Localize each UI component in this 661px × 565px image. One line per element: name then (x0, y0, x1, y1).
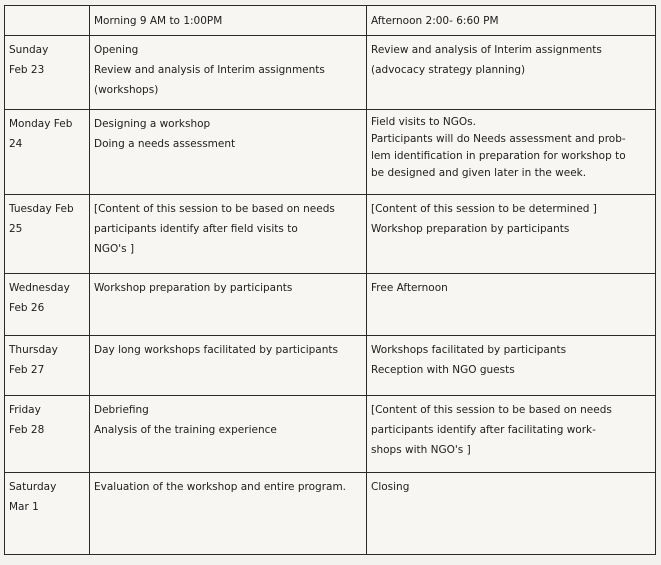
morning-cell: Opening Review and analysis of Interim assignments (workshops) (90, 36, 367, 110)
header-day-cell (5, 6, 90, 36)
morning-cell: Day long workshops facilitated by participants (90, 336, 367, 396)
header-row (5, 6, 656, 36)
table-row (5, 36, 656, 110)
table-row (5, 336, 656, 396)
header-morning-cell: Morning 9 AM to 1:00PM (90, 6, 367, 36)
morning-cell: Designing a workshop Doing a needs assessment (90, 110, 367, 195)
table-row (5, 274, 656, 336)
day-cell: Monday Feb 24 (5, 110, 90, 195)
afternoon-cell: [Content of this session to be determined ] Workshop preparation by participants (367, 195, 656, 274)
afternoon-cell: Workshops facilitated by participants Reception with NGO guests (367, 336, 656, 396)
table-row (5, 473, 656, 555)
morning-cell: [Content of this session to be based on needs participants identify after field visits to NGO's ] (90, 195, 367, 274)
day-cell: Sunday Feb 23 (5, 36, 90, 110)
morning-cell: Debriefing Analysis of the training experience (90, 396, 367, 473)
day-cell: Wednesday Feb 26 (5, 274, 90, 336)
table-row (5, 396, 656, 473)
table-row (5, 110, 656, 195)
day-cell: Thursday Feb 27 (5, 336, 90, 396)
schedule-table (4, 5, 656, 555)
day-cell: Friday Feb 28 (5, 396, 90, 473)
day-cell: Saturday Mar 1 (5, 473, 90, 555)
table-row (5, 195, 656, 274)
afternoon-cell: Field visits to NGOs. Participants will do Needs assessment and prob- lem identification in preparation for workshop to be designed and given later in the week. (367, 110, 656, 195)
morning-cell: Workshop preparation by participants (90, 274, 367, 336)
afternoon-cell: Review and analysis of Interim assignments (advocacy strategy planning) (367, 36, 656, 110)
afternoon-cell: Closing (367, 473, 656, 555)
afternoon-cell: Free Afternoon (367, 274, 656, 336)
day-cell: Tuesday Feb 25 (5, 195, 90, 274)
afternoon-cell: [Content of this session to be based on needs participants identify after facilitating work- shops with NGO's ] (367, 396, 656, 473)
header-afternoon-cell: Afternoon 2:00- 6:60 PM (367, 6, 656, 36)
morning-cell: Evaluation of the workshop and entire program. (90, 473, 367, 555)
